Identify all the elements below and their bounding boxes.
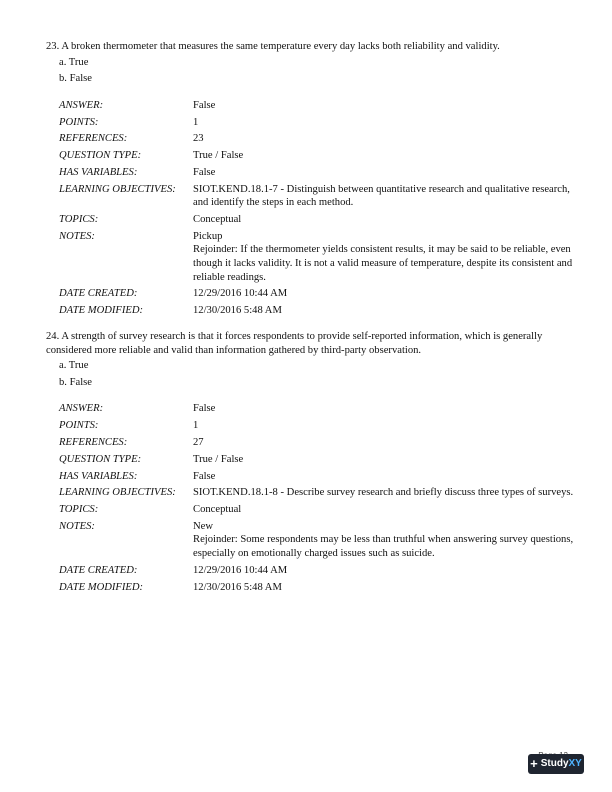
topics-label: TOPICS: xyxy=(59,504,99,516)
option-b: b. False xyxy=(59,376,92,388)
learning-objectives-row xyxy=(59,486,576,500)
plus-icon: + xyxy=(530,756,538,771)
topics-value: Conceptual xyxy=(193,504,242,516)
date-modified-label: DATE MODIFIED: xyxy=(59,305,144,317)
notes-status: Pickup xyxy=(193,230,223,242)
date-modified-value: 12/30/2016 5:48 AM xyxy=(193,305,282,317)
badge-study-text: Study xyxy=(540,758,569,770)
notes-value xyxy=(193,520,576,561)
date-modified-label: DATE MODIFIED: xyxy=(59,581,144,593)
question-text: A broken thermometer that measures the same temperature every day lacks both reliability and validity. xyxy=(61,41,500,52)
badge-brand xyxy=(541,757,582,771)
has-variables-label: HAS VARIABLES: xyxy=(59,166,138,178)
question-metadata xyxy=(59,402,576,594)
question-number: 24. xyxy=(46,331,60,342)
question-type-row xyxy=(59,149,576,163)
answer-label: ANSWER: xyxy=(59,403,104,415)
date-created-value: 12/29/2016 10:44 AM xyxy=(193,564,288,576)
option-b: b. False xyxy=(59,73,92,85)
notes-row xyxy=(59,520,576,561)
option-a: a. True xyxy=(59,360,89,372)
learning-objectives-row xyxy=(59,183,576,210)
answer-label: ANSWER: xyxy=(59,99,104,111)
has-variables-value: False xyxy=(193,166,216,178)
answer-value: False xyxy=(193,403,216,415)
question-number: 23. xyxy=(46,41,60,52)
has-variables-value: False xyxy=(193,470,216,482)
has-variables-row xyxy=(59,166,576,180)
date-created-value: 12/29/2016 10:44 AM xyxy=(193,288,288,300)
references-label: REFERENCES: xyxy=(59,436,128,448)
points-row xyxy=(59,116,576,130)
date-created-row xyxy=(59,564,576,578)
question-type-label: QUESTION TYPE: xyxy=(59,150,142,162)
notes-status: New xyxy=(193,520,214,532)
question-text: A strength of survey research is that it forces respondents to provide self-reported information, which is generally considered more reliable and valid than information gathered by third-party observation. xyxy=(46,331,543,356)
question-type-row xyxy=(59,453,576,467)
learning-objectives-value: SIOT.KEND.18.1-8 - Describe survey research and briefly discuss three types of surveys. xyxy=(193,487,574,499)
date-modified-value: 12/30/2016 5:48 AM xyxy=(193,581,282,593)
learning-objectives-value: SIOT.KEND.18.1-7 - Distinguish between quantitative research and qualitative research, and identify the steps in each method. xyxy=(193,183,570,209)
badge-xy-text: XY xyxy=(568,758,582,770)
topics-value: Conceptual xyxy=(193,214,242,226)
notes-value xyxy=(193,230,576,284)
question-type-value: True / False xyxy=(193,453,244,465)
notes-label: NOTES: xyxy=(59,520,95,532)
references-value: 27 xyxy=(193,436,204,448)
date-modified-row xyxy=(59,581,576,595)
studyxy-badge[interactable] xyxy=(528,754,584,774)
answer-row xyxy=(59,402,576,416)
notes-rejoinder: Rejoinder: Some respondents may be less than truthful when answering survey questions, especially on emotionally charged issues such as suicide. xyxy=(193,534,574,560)
question-stem xyxy=(46,40,576,54)
answer-options xyxy=(59,359,576,389)
has-variables-label: HAS VARIABLES: xyxy=(59,470,138,482)
question-metadata xyxy=(59,99,576,318)
references-value: 23 xyxy=(193,133,204,145)
references-label: REFERENCES: xyxy=(59,133,128,145)
question-stem xyxy=(46,330,576,357)
question-24 xyxy=(46,330,576,597)
answer-row xyxy=(59,99,576,113)
topics-label: TOPICS: xyxy=(59,214,99,226)
answer-value: False xyxy=(193,99,216,111)
notes-rejoinder: Rejoinder: If the thermometer yields consistent results, it may be said to be reliable, even though it lacks validity. It is not a valid measure of temperature, despite its consistent and reliable readings. xyxy=(193,244,573,283)
date-created-label: DATE CREATED: xyxy=(59,288,138,300)
notes-label: NOTES: xyxy=(59,230,95,242)
option-a: a. True xyxy=(59,56,89,68)
points-label: POINTS: xyxy=(59,420,99,432)
points-value: 1 xyxy=(193,116,199,128)
learning-objectives-label: LEARNING OBJECTIVES: xyxy=(59,183,176,195)
topics-row xyxy=(59,503,576,517)
references-row xyxy=(59,132,576,146)
learning-objectives-label: LEARNING OBJECTIVES: xyxy=(59,487,176,499)
date-modified-row xyxy=(59,304,576,318)
question-type-value: True / False xyxy=(193,150,244,162)
points-row xyxy=(59,419,576,433)
points-value: 1 xyxy=(193,420,199,432)
has-variables-row xyxy=(59,470,576,484)
answer-options xyxy=(59,56,576,86)
date-created-row xyxy=(59,287,576,301)
references-row xyxy=(59,436,576,450)
date-created-label: DATE CREATED: xyxy=(59,564,138,576)
notes-row xyxy=(59,230,576,284)
topics-row xyxy=(59,213,576,227)
question-type-label: QUESTION TYPE: xyxy=(59,453,142,465)
points-label: POINTS: xyxy=(59,116,99,128)
question-23 xyxy=(46,40,576,321)
